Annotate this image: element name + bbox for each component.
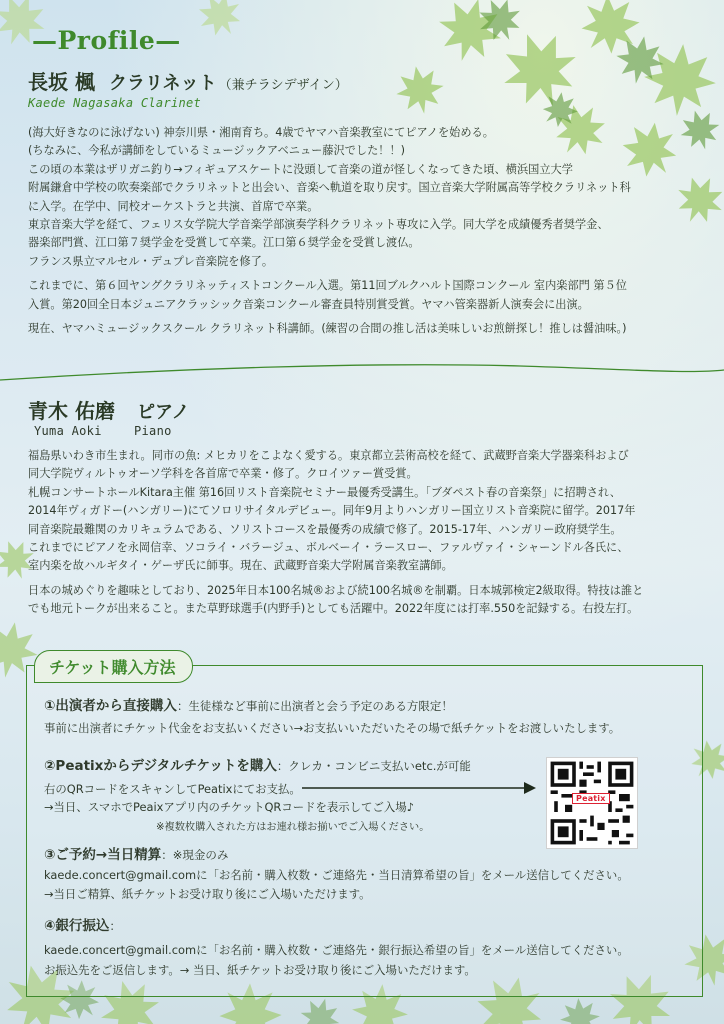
method4-title: ④銀行振込: [44, 918, 110, 934]
method2-line1: 右のQRコードをスキャンしてPeatixにてお支払。: [44, 782, 301, 796]
performer1-instrument-jp: クラリネット: [108, 73, 217, 94]
bio-line: 器楽部門賞、江口第７奨学金を受賞して卒業。江口第６奨学金を受賞し渡仏。: [28, 236, 420, 250]
method1-heading: [44, 694, 453, 714]
bio-line: 現在、ヤマハミュージックスクール クラリネット科講師。(練習の合間の推し活は美味しいお煎餅探し！推しは醤油味。): [28, 322, 627, 336]
arrow-right-icon: [300, 780, 540, 796]
method2-line2: →当日、スマホでPeaixアプリ内のチケットQRコードを表示してご入場♪: [44, 800, 414, 814]
method1-sub: ：生徒様など事前に出演者と会う予定のある方限定！: [176, 699, 453, 713]
method2-title: ②Peatixからデジタルチケットを購入: [44, 758, 277, 774]
bio-line: 東京音楽大学を経て、フェリス女学院大学音楽学部演奏学科クラリネット専攻に入学。同大学を成績優秀者奨学金、: [28, 218, 609, 232]
performer2-name-heading: [28, 395, 190, 424]
bio-line: (海大好きなのに泳げない) 神奈川県・湘南育ち。4歳でヤマハ音楽教室にてピアノを始める。: [28, 126, 494, 139]
bio-line: 日本の城めぐりを趣味としており、2025年日本100名城®および続100名城®を制覇。日本城郭検定2級取得。特技は誰と: [28, 583, 644, 597]
bio-line: 入賞。第20回全日本ジュニアクラッシック音楽コンクール審査員特別賞受賞。ヤマハ管楽器新人演奏会に出演。: [28, 297, 589, 311]
method3-heading: [44, 843, 228, 863]
performer2-instrument-en: Piano: [134, 424, 172, 438]
bio-line: フランス県立マルセル・デュプレ音楽院を修了。: [28, 254, 274, 268]
performer1-bio: [28, 124, 704, 338]
bio-line: これまでに、第６回ヤングクラリネッティストコンクール入選。第11回ブルクハルト国際コンクール 室内楽部門 第５位: [28, 279, 627, 293]
method2-sub: ：クレカ・コンビニ支払いetc.が可能: [276, 759, 471, 773]
performer2-instrument-jp: ピアノ: [136, 402, 190, 423]
bio-line: 福島県いわき市生まれ。同市の魚: メヒカリをこよなく愛する。東京都立芸術高校を経て、武蔵野音楽大学器楽科および: [28, 449, 629, 462]
method3-line1: kaede.concert@gmail.comに「お名前・購入枚数・ご連絡先・当日清算希望の旨」をメール送信してください。: [44, 868, 629, 882]
bio-line: この頃の本業はザリガニ釣り→フィギュアスケートに没頭して音楽の道が怪しくなってきた頃、横浜国立大学: [28, 162, 573, 176]
bio-line: 室内楽を故ハルギタイ・ゲーザ氏に師事。現在、武蔵野音楽大学附属音楽教室講師。: [28, 559, 453, 573]
method2-heading: [44, 754, 471, 774]
ticket-heading: チケット購入方法: [34, 650, 193, 683]
method4-heading: [44, 914, 121, 934]
method4-line1: kaede.concert@gmail.comに「お名前・購入枚数・ご連絡先・銀行振込希望の旨」をメール送信してください。: [44, 943, 629, 957]
method4-line2: お振込先をご返信します。→ 当日、紙チケットお受け取り後にご入場いただけます。: [44, 963, 476, 977]
performer1-note: （兼チラシデザイン）: [218, 78, 348, 93]
performer1-name-jp: 長坂 楓: [28, 70, 95, 94]
method4-sub: ：: [109, 919, 121, 933]
performer2-name-en: Yuma Aoki: [34, 424, 102, 438]
section-divider: [0, 358, 724, 388]
bio-line: でも地元トークが出来ること。また草野球選手(内野手)としても活躍中。2022年度には打率.550を記録する。右投左打。: [28, 602, 639, 616]
method1-line1: 事前に出演者にチケット代金をお支払いください→お支払いいただいたその場で紙チケットをお渡しいたします。: [44, 721, 621, 735]
method2-line3: ※複数枚購入された方はお連れ様お揃いでご入場ください。: [156, 822, 430, 833]
bio-line: これまでにピアノを永岡信幸、ソコライ・バラージュ、ボルベーイ・ラースロー、ファルヴァイ・シャーンドル各氏に、: [28, 541, 629, 555]
bio-line: 附属鎌倉中学校の吹奏楽部でクラリネットと出会い、音楽へ軌道を取り戻す。国立音楽大学附属高等学校クラリネット科: [28, 181, 631, 195]
bio-line: (ちなみに、今私が講師をしているミュージックアベニュー藤沢でした！！): [28, 144, 406, 158]
method3-sub: ：※現金のみ: [161, 848, 229, 862]
method3-title: ③ご予約→当日精算: [44, 847, 162, 863]
bio-line: 同大学院ヴィルトゥオーソ学科を各首席で卒業・修了。クロイツァー賞受賞。: [28, 467, 418, 481]
profile-title: —Profile—: [32, 26, 181, 55]
performer2-bio: [28, 447, 704, 619]
performer1-name-en: Kaede Nagasaka Clarinet: [28, 96, 202, 110]
method3-line2: →当日ご精算、紙チケットお受け取り後にご入場いただけます。: [44, 887, 371, 901]
performer1-name-heading: [28, 66, 348, 95]
method1-title: ①出演者から直接購入: [44, 698, 177, 714]
bio-line: 同音楽院最難関のカリキュラムである、ソリストコースを最優秀の成績で修了。2015-17年、ハンガリー政府奨学生。: [28, 522, 622, 536]
performer2-name-jp: 青木 佑磨: [28, 399, 115, 423]
bio-line: 札幌コンサートホールKitara主催 第16回リスト音楽院セミナー最優秀受講生。「ブダペスト春の音楽祭」に招聘され、: [28, 485, 621, 499]
bio-line: に入学。在学中、同校オーケストラと共演、首席で卒業。: [28, 199, 319, 213]
peatix-logo: Peatix: [572, 793, 610, 804]
bio-line: 2014年ヴィガドー(ハンガリー)にてソロリサイタルデビュー。同年9月よりハンガリー国立リスト音楽院に留学。2017年: [28, 504, 636, 518]
